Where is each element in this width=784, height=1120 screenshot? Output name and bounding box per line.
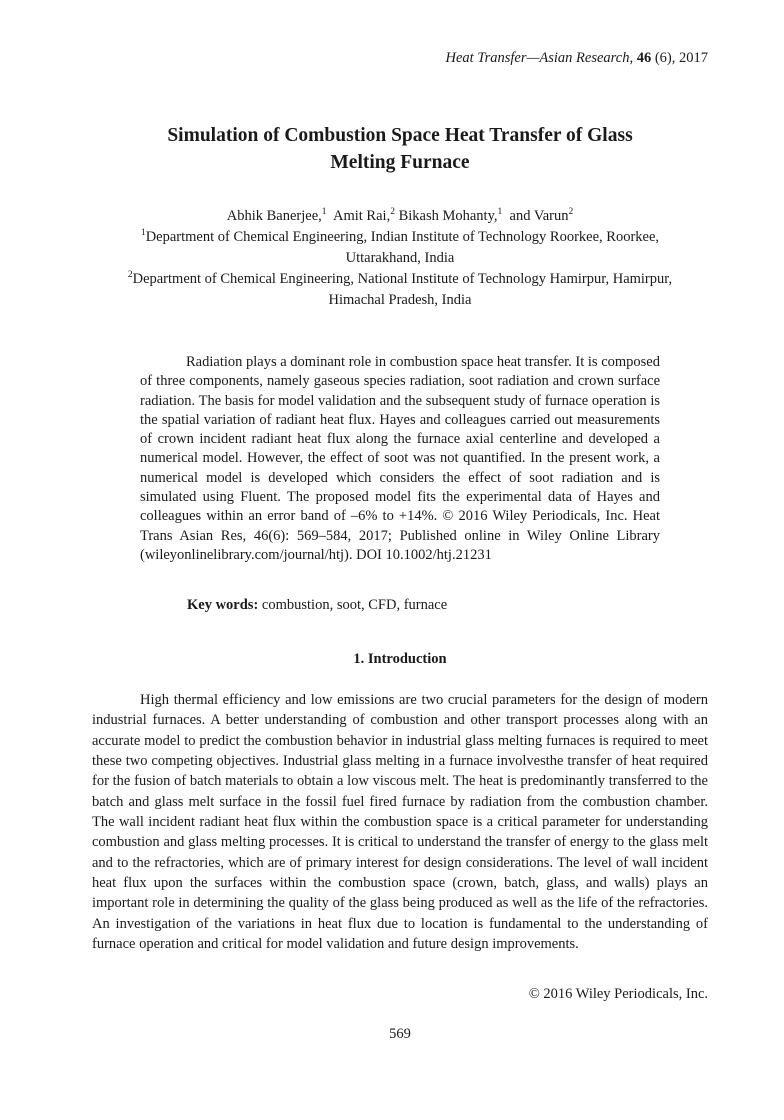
author-list (60, 206, 740, 227)
section-body: High thermal efficiency and low emissions are two crucial parameters for the design of modern industrial furnaces. A better understanding of combustion and other transport processes along with an accurate model to predict the combustion behavior in industrial glass melting furnaces is required to meet these two competing objectives. Industrial glass melting in a furnace involvesthe transfer of heat required for the fusion of batch materials to obtain a low viscous melt. The heat is predominantly transferred to the batch and glass melt surface in the fossil fuel fired furnace by radiation from the combustion chamber. The wall incident radiant heat flux within the combustion space is a critical parameter for understanding combustion and glass melting processes. It is critical to understand the transfer of energy to the glass melt and to the refractories, which are of primary interest for design considerations. The level of wall incident heat flux upon the surfaces within the combustion space (crown, batch, glass, and walls) plays an important role in determining the quality of the glass being produced as well as the life of the refractories. An investigation of the variations in heat flux due to location is fundamental to the understanding of furnace operation and critical for model validation and future design improvements. (92, 692, 708, 953)
abstract: Radiation plays a dominant role in combustion space heat transfer. It is composed of three components, namely gaseous species radiation, soot radiation and crown surface radiation. The basis for model validation and the subsequent study of furnace operation is the spatial variation of radiant heat flux. Hayes and colleagues carried out measurements of crown incident radiant heat flux along the furnace axial centerline and developed a numerical model. However, the effect of soot was not quantified. In the present work, a numerical model is developed which considers the effect of soot radiation and is simulated using Fluent. The proposed model fits the experimental data of Hayes and colleagues within an error band of –6% to +14%. © 2016 Wiley Periodicals, Inc. Heat Trans Asian Res, 46(6): 569–584, 2017; Published online in Wiley Online Library (wileyonlinelibrary.com/journal/htj). DOI 10.1002/htj.21231 (140, 354, 660, 563)
running-head: Heat Transfer—Asian Research, 46 (6), 2017 (445, 50, 708, 66)
affiliation: $^2$Department of Chemical Engineering, National Institute of Technology Hamirpur, Hamirpur, Himachal Pradesh, India (127, 270, 673, 308)
keywords-text: combustion, soot, CFD, furnace (261, 597, 448, 613)
paper-title-line: Melting Furnace (330, 152, 470, 173)
paper-title (120, 122, 680, 176)
journal-name: Heat Transfer—Asian Research (445, 50, 630, 66)
affiliation: $^1$Department of Chemical Engineering, Indian Institute of Technology Roorkee, Roorkee, Uttarakhand, India (140, 228, 660, 266)
keywords-label: Key words: (187, 597, 259, 613)
keywords (187, 597, 447, 614)
journal-volume: 46 (636, 50, 652, 66)
journal-issue-year: (6), 2017 (654, 50, 708, 66)
page-number: 569 (389, 1026, 411, 1042)
author: Abhik Banerjee,$^1$ (226, 207, 327, 224)
section-heading: 1. Introduction (353, 651, 447, 667)
author: Bikash Mohanty,$^1$ (398, 207, 503, 224)
author: and Varun$^2$ (509, 207, 574, 224)
author: Amit Rai,$^2$ (333, 207, 395, 224)
copyright-notice: © 2016 Wiley Periodicals, Inc. (528, 986, 708, 1002)
paper-title-line: Simulation of Combustion Space Heat Transfer of Glass (167, 125, 633, 146)
